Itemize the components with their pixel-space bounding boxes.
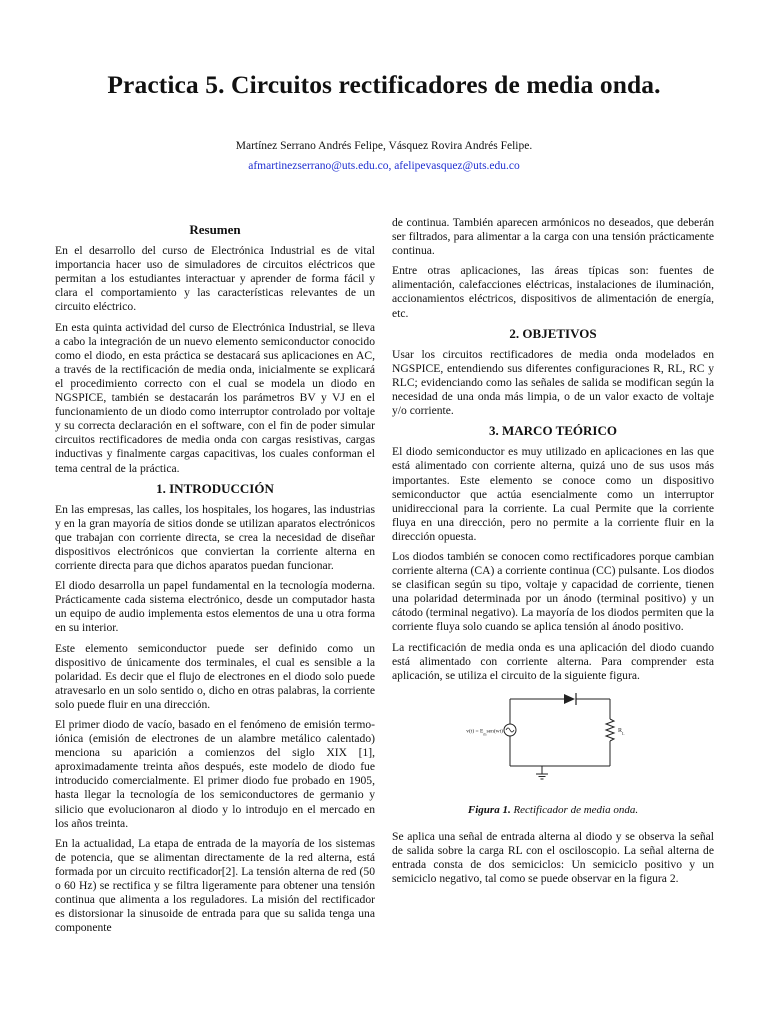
introduccion-paragraph: El diodo desarrolla un papel fundamental en la tecnología moderna. Prácticamente cada sistema electrónico, desde un computador hasta un equipo de audio implementa estos elementos de una u otra forma en su interior. [55, 579, 375, 635]
figure-caption-number: Figura 1. [467, 803, 511, 816]
resumen-paragraph: En el desarrollo del curso de Electrónica Industrial es de vital importancia hacer uso de simuladores de circuitos eléctricos que permitan a los estudiantes interactuar y aprender de forma fácil y clara el comportamiento y las características relevantes de un circuito eléctrico. [55, 244, 375, 314]
introduccion-continued-paragraph: Entre otras aplicaciones, las áreas típicas son: fuentes de alimentación, calefacciones eléctricas, instalaciones de iluminación, accionamientos eléctricos, dispositivos de alimentación de energía, etc. [392, 264, 714, 320]
introduccion-heading: 1. INTRODUCCIÓN [156, 480, 274, 496]
introduccion-paragraph: Este elemento semiconductor puede ser definido como un dispositivo de únicamente dos terminales, el cual es sensible a la polaridad. Es decir que el flujo de electrones en el diodo solo puede atravesarlo en un solo sentido o, dicho en otras palabras, la corriente solo puede fluir en una dirección. [55, 641, 375, 711]
ac-source-wave [506, 728, 514, 732]
resistor-label: $R_L$ [618, 727, 625, 736]
figure-caption [392, 803, 714, 817]
source-label: $v(t) = E_msen(wt)$ [466, 728, 503, 736]
figure-half-wave-rectifier [392, 689, 714, 797]
objetivos-paragraph: Usar los circuitos rectificadores de media onda modelados en NGSPICE, entendiendo sus diferentes configuraciones R, RL, RC y RLC; evidenciando como las señales de salida se modifican según la necesidad de una onda más limpia, o de un valor exacto de voltaje y/o corriente. [392, 347, 714, 418]
introduccion-paragraph: En las empresas, las calles, los hospitales, los hogares, las industrias y en la gran mayoría de sitios donde se utilizan aparatos electrónicos que trabajan con corriente directa, se crea la necesidad de diseñar dispositivos electrónicos que conviertan la corriente alterna en corriente directa para que dichos aparatos puedan funcionar. [55, 502, 375, 573]
marco-teorico-heading: 3. MARCO TEÓRICO [489, 423, 617, 439]
introduccion-continued-paragraph: de continua. También aparecen armónicos no deseados, que deberán ser filtrados, para alimentar a la carga con una tensión prácticamente continua. [392, 216, 714, 258]
resistor-icon [606, 719, 614, 741]
introduccion-paragraph: El primer diodo de vacío, basado en el fenómeno de emisión termo-iónica (emisión de electrones de un alambre metálico calentado) menciona su aparición a comienzos del siglo XIX [1], aproximadamente treinta años después, este modelo de diodo fue introducido comercialmente. El primer diodo fue probado en 1905, hasta llegar la tecnología de los semiconductores de germanio y silicio que evolucionaron al diodo y lo introdujo en el mercado en los años treinta. [55, 718, 375, 830]
marco-teorico-paragraph: Los diodos también se conocen como rectificadores porque cambian corriente alterna (CA) a corriente continua (CC) pulsante. Los diodos se clasifican según su tipo, voltaje y capacidad de corriente, tienen una polaridad determinada por un ánodo (terminal positivo) y un cátodo (terminal negativo). La mayoría de los diodos permiten que la corriente fluya solo cuando se aplica tensión al ánodo positivo. [392, 549, 714, 634]
marco-teorico-paragraph: La rectificación de media onda es una aplicación del diodo cuando está alimentado con corriente alterna. Para comprender esta aplicación, se utiliza el circuito de la siguiente figura. [392, 640, 714, 682]
authors: Martínez Serrano Andrés Felipe, Vásquez Rovira Andrés Felipe. [235, 140, 533, 152]
introduccion-paragraph: En la actualidad, La etapa de entrada de la mayoría de los sistemas de potencia, que se alimentan directamente de la red alterna, está formada por un circuito rectificador[2]. La tensión alterna de red (50 o 60 Hz) se rectifica y se filtra ligeramente para obtener una tensión continua que alimenta a los reguladores. La misión del rectificador es distorsionar la sinusoide de entrada para que su salida tenga una componente [55, 836, 375, 935]
resumen-paragraph: En esta quinta actividad del curso de Electrónica Industrial, se lleva a cabo la integración de un nuevo elemento semiconductor conocido como el diodo, en esta práctica se destacará sus aplicaciones en AC, a través de la rectificación de media onda, inicialmente se explicará el procedimiento correcto con el cual se modela un diodo en NGSPICE, también se destacarán los parámetros BV y VJ en el funcionamiento de un diodo como interruptor controlado por voltaje y su correcta declaración en el software, con el fin de poder simular circuitos rectificadores de media onda con cargas resistivas, cargas inductivas y finalmente cargas capacitivas, los cuales conforman el tema central de la práctica. [55, 320, 375, 475]
objetivos-heading: 2. OBJETIVOS [509, 325, 597, 341]
paper-title: Practica 5. Circuitos rectificadores de media onda. [107, 70, 661, 99]
circuit-diagram [392, 689, 714, 797]
resumen-heading: Resumen [189, 222, 241, 237]
right-column [392, 216, 714, 892]
author-emails[interactable]: afmartinezserrano@uts.edu.co, afelipevasquez@uts.edu.co [248, 160, 520, 172]
diode-icon [564, 694, 575, 704]
marco-teorico-paragraph: Se aplica una señal de entrada alterna al diodo y se observa la señal de salida sobre la carga RL con el osciloscopio. La señal alterna de entrada consta de dos semiciclos: Un semiciclo positivo y un semiciclo negativo, tal como se puede observar en la figura 2. [392, 829, 714, 886]
marco-teorico-paragraph: El diodo semiconductor es muy utilizado en aplicaciones en las que está alimentado con corriente alterna, quizá uno de sus usos más importantes. Este elemento se conoce como un dispositivo semiconductor que actúa esencialmente como un interruptor unidireccional para la corriente. La cual Permite que la corriente fluya en una dirección, pero no permite a la corriente fluir en la dirección opuesta. [392, 445, 714, 543]
left-column [55, 216, 375, 941]
figure-caption-text: Rectificador de media onda. [513, 803, 639, 816]
